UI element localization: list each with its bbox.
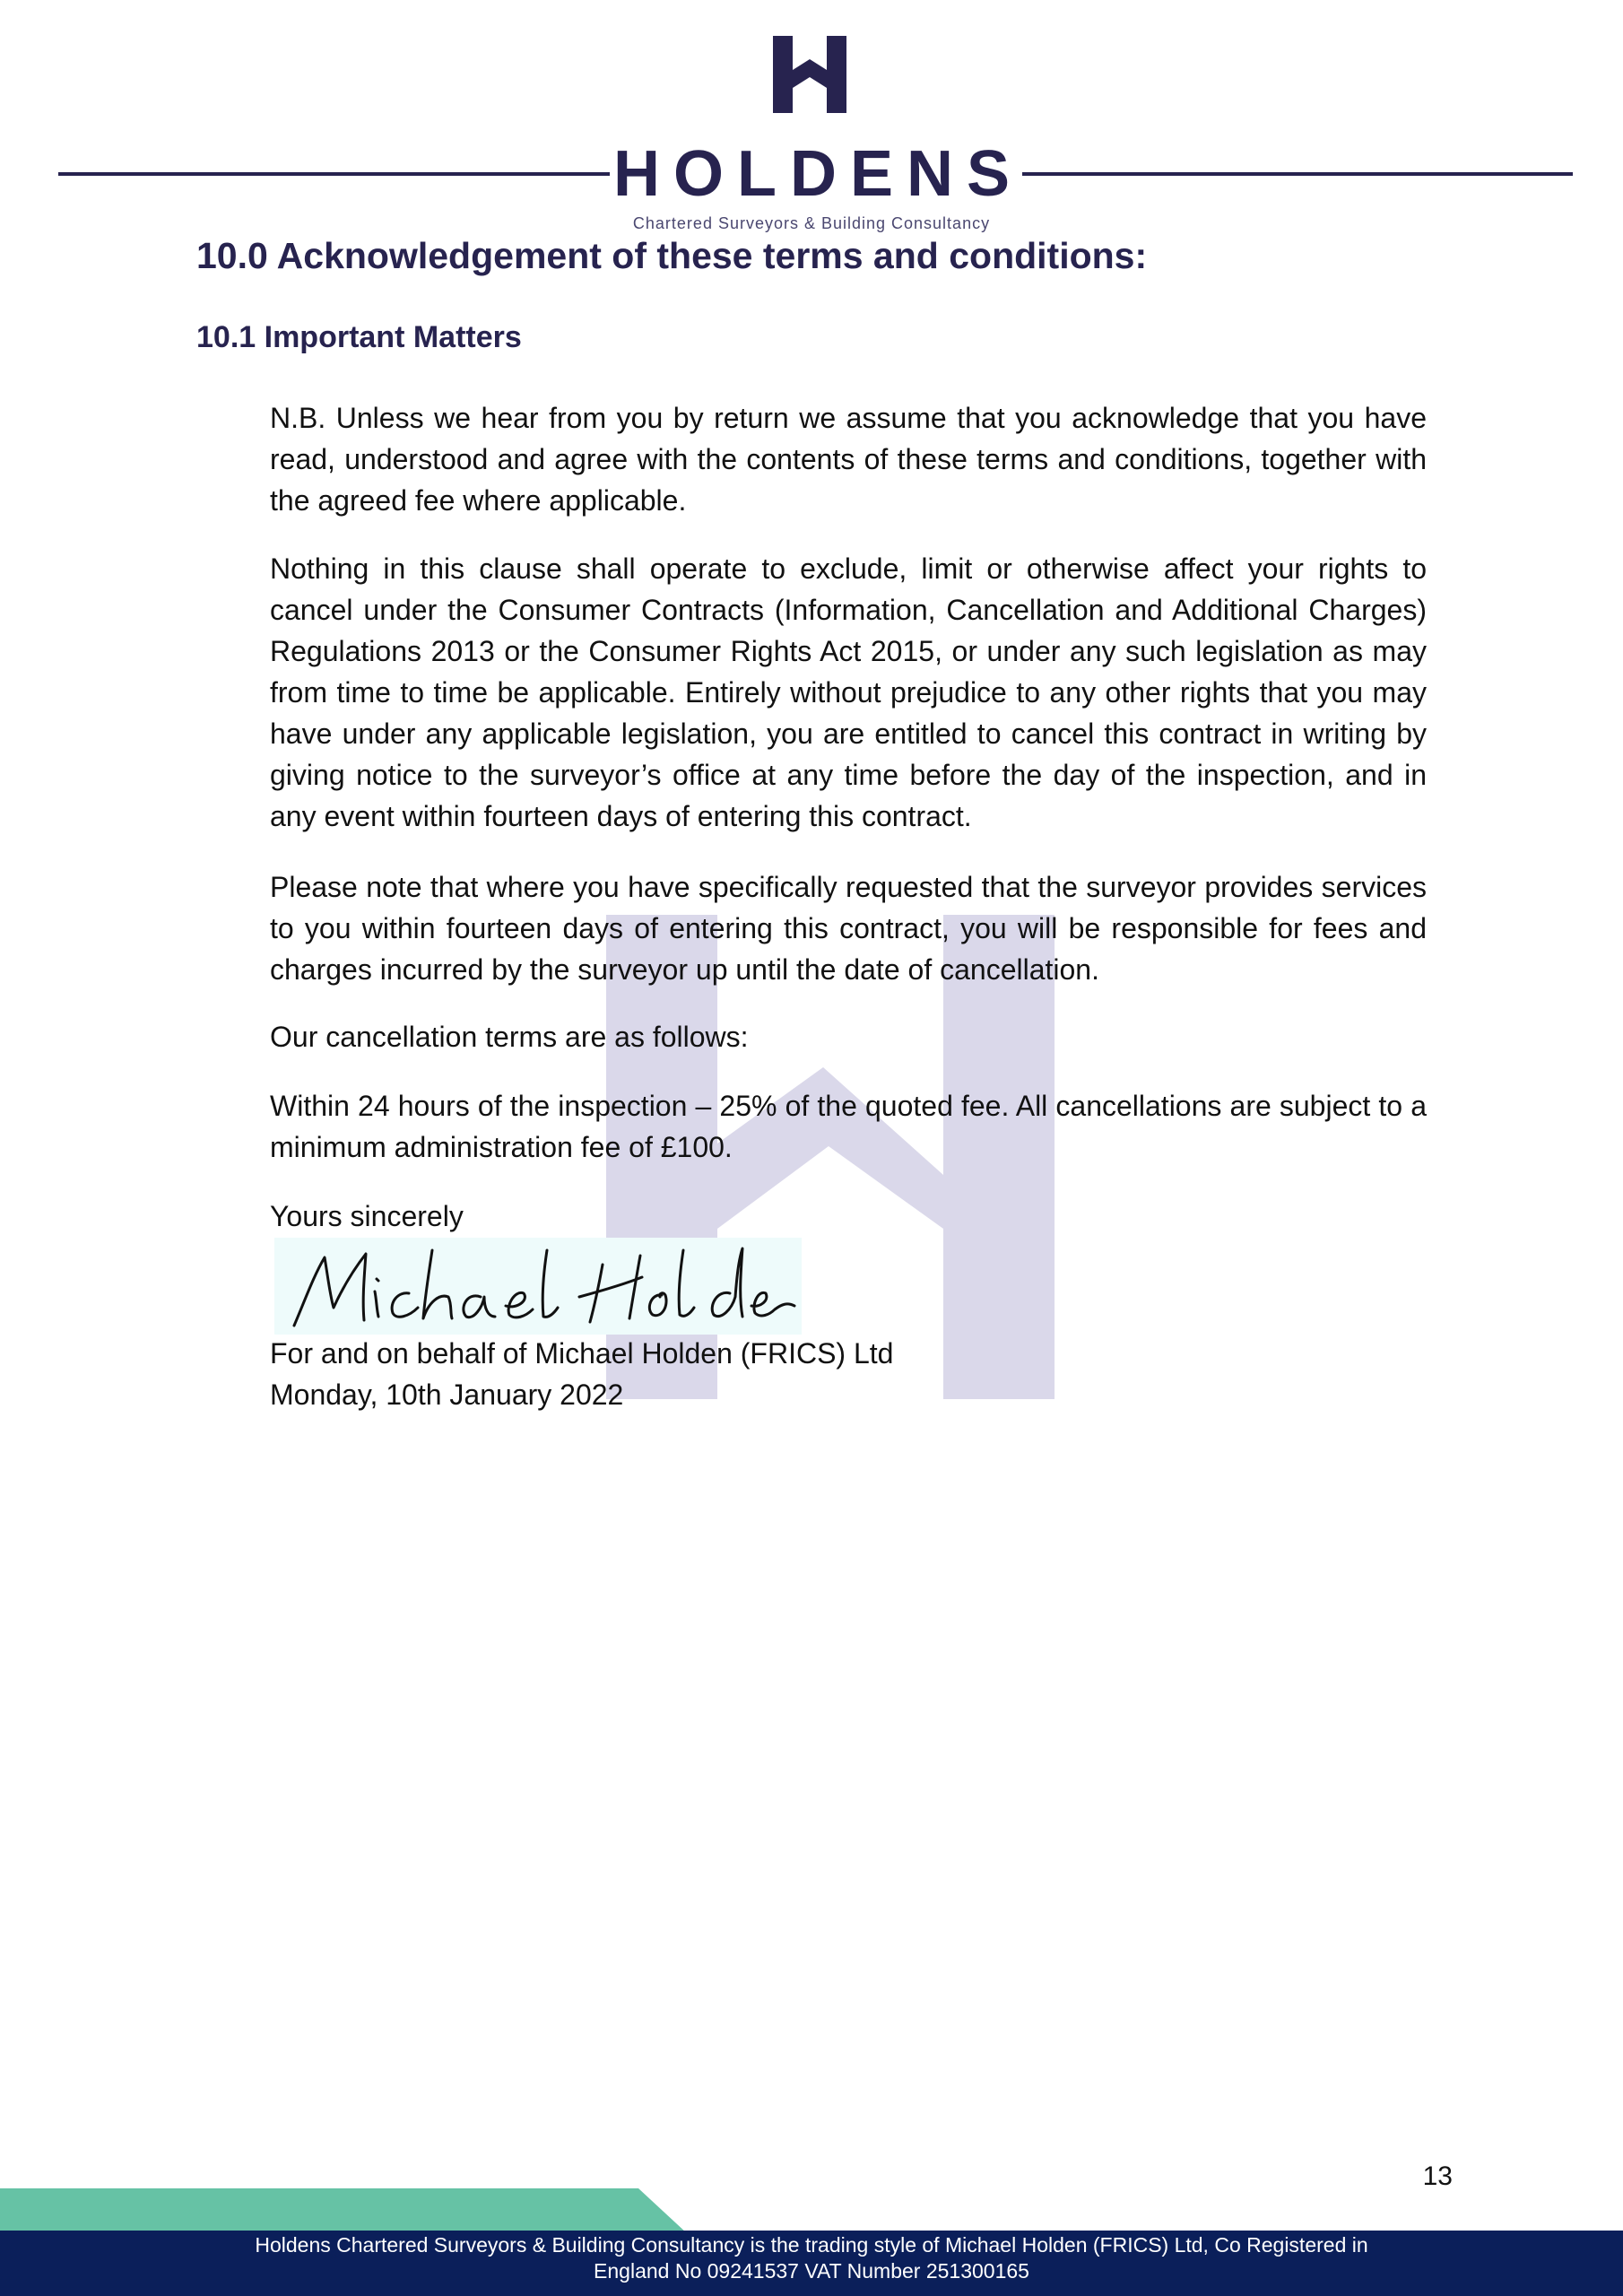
paragraph-cancellation-fee: Within 24 hours of the inspection – 25% of the quoted fee. All cancellations are subject to a minimum administration fee of £100.: [270, 1090, 1427, 1163]
letter-date: Monday, 10th January 2022: [270, 1378, 624, 1411]
page-number: 13: [1422, 2161, 1453, 2191]
header-rule-left: [58, 172, 610, 176]
footer-legal-text: [0, 2232, 1623, 2284]
header-rule-right: [1022, 172, 1573, 176]
handwritten-signature: [274, 1238, 802, 1335]
holdens-h-logo-icon: [773, 36, 846, 113]
brand-tagline: Chartered Surveyors & Building Consultancy: [632, 214, 991, 232]
footer-line-2: England No 09241537 VAT Number 251300165: [594, 2259, 1029, 2283]
closing-salutation: Yours sincerely: [270, 1200, 464, 1232]
paragraph-fees-notice: Please note that where you have specifically requested that the surveyor provides services to you within fourteen days of entering this contract, you will be responsible for fees and charges incurred by the surveyor up until the date of cancellation.: [270, 871, 1427, 986]
paragraph-cancellation-terms-intro: Our cancellation terms are as follows:: [270, 1021, 749, 1053]
paragraph-acknowledgement: N.B. Unless we hear from you by return we assume that you acknowledge that you have read, understood and agree with the contents of these terms and conditions, together with the agreed fee where applicable.: [270, 402, 1427, 517]
section-heading: 10.0 Acknowledgement of these terms and conditions:: [196, 235, 1148, 276]
brand-name: HOLDENS: [612, 138, 1024, 210]
subsection-heading: 10.1 Important Matters: [196, 320, 522, 354]
footer-line-1: Holdens Chartered Surveyors & Building Consultancy is the trading style of Michael Holden (FRICS) Ltd, Co Registered in: [255, 2233, 1368, 2257]
paragraph-cancellation-rights: Nothing in this clause shall operate to exclude, limit or otherwise affect your rights to cancel under the Consumer Contracts (Information, Cancellation and Additional Charges) Regulations 2013 or the Consumer Rights Act 2015, or under any such legislation as may from time to time be applicable. Entirely without prejudice to any other rights that you may have under any applicable legislation, you are entitled to cancel this contract in writing by giving notice to the surveyor’s office at any time before the day of the inspection, and in any event within fourteen days of entering this contract.: [270, 552, 1427, 832]
on-behalf-line: For and on behalf of Michael Holden (FRICS) Ltd: [270, 1337, 894, 1370]
footer-accent-shape: [0, 2188, 690, 2233]
